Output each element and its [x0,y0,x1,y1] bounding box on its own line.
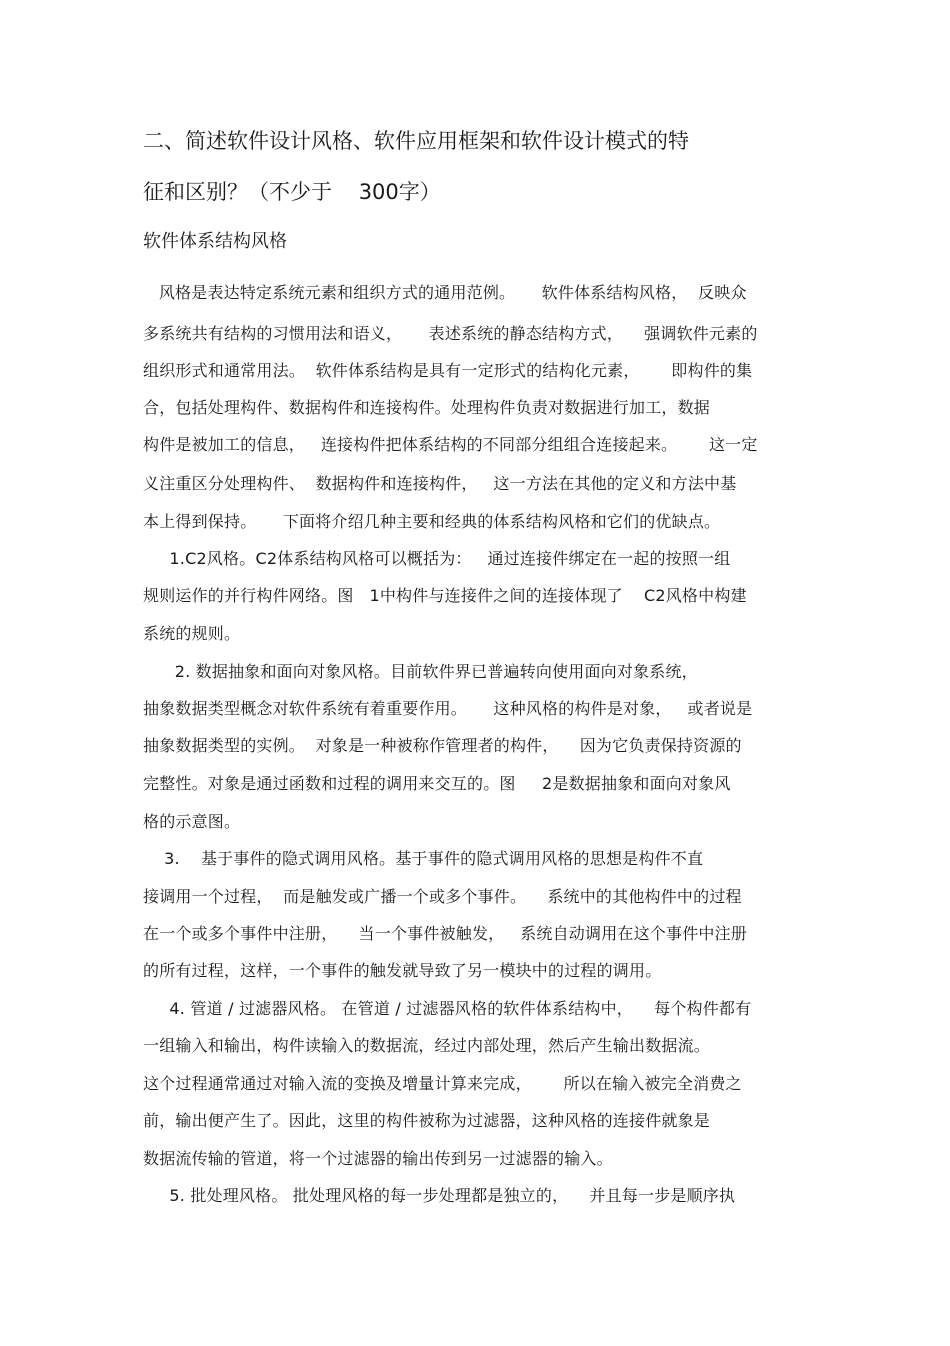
question-title-line-1: 二、简述软件设计风格、软件应用框架和软件设计模式的特 [143,129,689,153]
body-line: 在一个或多个事件中注册， 当一个事件被触发， 系统自动调用在这个事件中注册 [143,924,748,943]
body-line: 4. 管道 / 过滤器风格。 在管道 / 过滤器风格的软件体系结构中， 每个构件都有 [143,999,752,1018]
body-line: 前，输出便产生了。因此，这里的构件被称为过滤器，这种风格的连接件就象是 [143,1111,711,1130]
body-line: 合，包括处理构件、数据构件和连接构件。处理构件负责对数据进行加工，数据 [143,398,711,417]
body-line: 接调用一个过程， 而是触发或广播一个或多个事件。 系统中的其他构件中的过程 [143,887,742,906]
body-line: 义注重区分处理构件、 数据构件和连接构件， 这一方法在其他的定义和方法中基 [143,474,737,493]
body-line: 1.C2风格。C2体系结构风格可以概括为： 通过连接件绑定在一起的按照一组 [143,549,731,568]
body-line: 构件是被加工的信息， 连接构件把体系结构的不同部分组组合连接起来。 这一定 [143,435,758,454]
body-line: 组织形式和通常用法。 软件体系结构是具有一定形式的结构化元素， 即构件的集 [143,361,753,380]
body-line: 2. 数据抽象和面向对象风格。目前软件界已普遍转向使用面向对象系统， [143,662,698,681]
body-line: 风格是表达特定系统元素和组织方式的通用范例。 软件体系结构风格， 反映众 [143,283,747,302]
body-line: 的所有过程，这样，一个事件的触发就导致了另一模块中的过程的调用。 [143,961,662,980]
body-line: 规则运作的并行构件网络。图 1中构件与连接件之间的连接体现了 C2风格中构建 [143,586,747,605]
body-line: 抽象数据类型的实例。 对象是一种被称作管理者的构件， 因为它负责保持资源的 [143,736,742,755]
body-line: 格的示意图。 [143,812,241,831]
section-heading: 软件体系结构风格 [143,231,287,252]
body-line: 系统的规则。 [143,624,241,643]
body-line: 多系统共有结构的习惯用法和语义， 表述系统的静态结构方式， 强调软件元素的 [143,324,758,343]
body-line: 这个过程通常通过对输入流的变换及增量计算来完成， 所以在输入被完全消费之 [143,1074,742,1093]
body-line: 本上得到保持。 下面将介绍几种主要和经典的体系结构风格和它们的优缺点。 [143,512,721,531]
body-line: 完整性。对象是通过函数和过程的调用来交互的。图 2是数据抽象和面向对象风 [143,774,731,793]
body-line: 抽象数据类型概念对软件系统有着重要作用。 这种风格的构件是对象， 或者说是 [143,699,753,718]
question-title-line-2: 征和区别？（不少于 300字） [143,180,441,204]
body-line: 数据流传输的管道，将一个过滤器的输出传到另一过滤器的输入。 [143,1149,613,1168]
body-line: 5. 批处理风格。 批处理风格的每一步处理都是独立的， 并且每一步是顺序执 [143,1186,736,1205]
body-line: 3. 基于事件的隐式调用风格。基于事件的隐式调用风格的思想是构件不直 [143,849,704,868]
body-line: 一组输入和输出，构件读输入的数据流，经过内部处理，然后产生输出数据流。 [143,1036,711,1055]
